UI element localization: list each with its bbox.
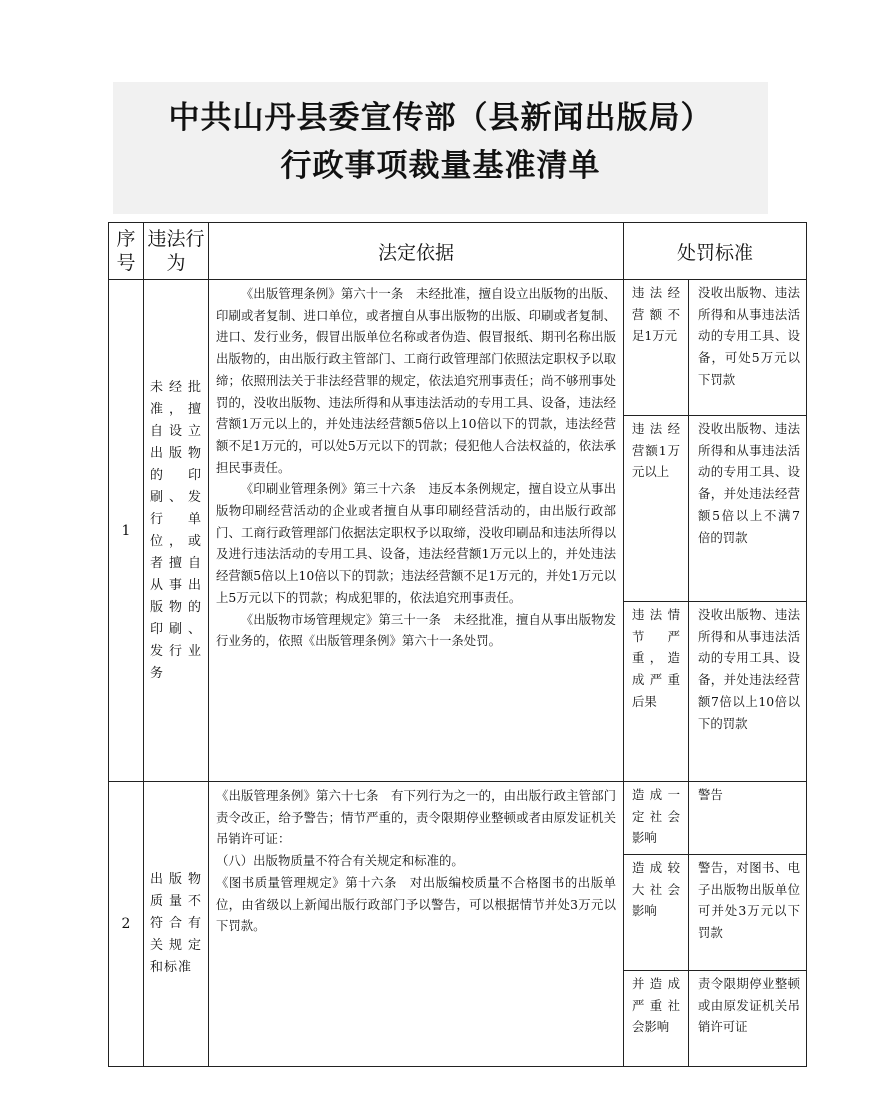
penalty-standard: 警告，对图书、电子出版物出版单位可并处3万元以下罚款 bbox=[689, 855, 807, 971]
table-header-row bbox=[109, 223, 807, 280]
legal-basis-cell bbox=[209, 280, 624, 782]
legal-basis-paragraph: 《出版管理条例》第六十七条 有下列行为之一的，由出版行政主管部门责令改正，给予警告；情节严重的，责令限期停业整顿或者由原发证机关吊销许可证： bbox=[216, 788, 616, 847]
penalty-condition: 造成较大社会影响 bbox=[624, 855, 689, 971]
header-violation: 违法行为 bbox=[144, 223, 209, 280]
header-index: 序号 bbox=[109, 223, 144, 280]
penalty-standard: 警告 bbox=[689, 782, 807, 855]
legal-basis-paragraph: 《出版管理条例》第六十一条 未经批准，擅自设立出版物的出版、印刷或者复制、进口单位，或者擅自从事出版物的出版、印刷或者复制、进口、发行业务，假冒出版单位名称或者伪造、假冒报纸、期刊名称出版出版物的，由出版行政主管部门、工商行政管理部门依照法定职权予以取缔；依照刑法关于非法经营罪的规定，依法追究刑事责任；尚不够刑事处罚的，没收出版物、违法所得和从事违法活动的专用工具、设备，违法经营额1万元以上的，并处违法经营额5倍以上10倍以下的罚款，违法经营额不足1万元的，可以处5万元以下的罚款；侵犯他人合法权益的，依法承担民事责任。 bbox=[216, 286, 616, 475]
penalty-condition: 违法情节严重，造成严重后果 bbox=[624, 602, 689, 782]
legal-basis-paragraph: 《图书质量管理规定》第十六条 对出版编校质量不合格图书的出版单位，由省级以上新闻出版行政部门予以警告，可以根据情节并处3万元以下罚款。 bbox=[216, 874, 616, 934]
legal-basis-cell bbox=[209, 782, 624, 1067]
document-title-line-1: 中共山丹县委宣传部（县新闻出版局） bbox=[168, 100, 713, 136]
legal-basis-paragraph: （八）出版物质量不符合有关规定和标准的。 bbox=[216, 853, 464, 869]
penalty-condition: 造成一定社会影响 bbox=[624, 782, 689, 855]
penalty-condition: 并造成严重社会影响 bbox=[624, 971, 689, 1067]
document-title-line-2: 行政事项裁量基准清单 bbox=[280, 148, 601, 184]
penalty-standard: 没收出版物、违法所得和从事违法活动的专用工具、设备，并处违法经营额7倍以上10倍以下的罚款 bbox=[689, 602, 807, 782]
legal-basis-paragraph: 《印刷业管理条例》第三十六条 违反本条例规定，擅自设立从事出版物印刷经营活动的企业或者擅自从事印刷经营活动的，由出版行政部门、工商行政管理部门依据法定职权予以取缔，没收印刷品和违法所得以及进行违法活动的专用工具、设备，违法经营额1万元以上的，并处违法经营额5倍以上10倍以下的罚款；违法经营额不足1万元的，并处1万元以上5万元以下的罚款；构成犯罪的，依法追究刑事责任。 bbox=[216, 481, 616, 605]
violation-cell: 出版物质量不符合有关规定和标准 bbox=[144, 782, 209, 1067]
table-row bbox=[109, 782, 807, 855]
legal-basis-paragraph: 《出版物市场管理规定》第三十一条 未经批准，擅自从事出版物发行业务的，依照《出版管理条例》第六十一条处罚。 bbox=[216, 611, 616, 649]
penalty-standard: 没收出版物、违法所得和从事违法活动的专用工具、设备，并处违法经营额5倍以上不满7倍的罚款 bbox=[689, 416, 807, 602]
table-row bbox=[109, 280, 807, 416]
penalty-condition: 违法经营额1万元以上 bbox=[624, 416, 689, 602]
row-index: 2 bbox=[109, 782, 144, 1067]
header-penalty-standard: 处罚标准 bbox=[624, 223, 807, 280]
header-legal-basis: 法定依据 bbox=[209, 223, 624, 280]
violation-cell: 未经批准，擅自设立出版物的印刷、发行单位，或者擅自从事出版物的印刷、发行业务 bbox=[144, 280, 209, 782]
row-index: 1 bbox=[109, 280, 144, 782]
penalty-condition: 违法经营额不足1万元 bbox=[624, 280, 689, 416]
title-area bbox=[113, 82, 768, 214]
penalty-standard: 没收出版物、违法所得和从事违法活动的专用工具、设备，可处5万元以下罚款 bbox=[689, 280, 807, 416]
penalty-standard: 责令限期停业整顿或由原发证机关吊销许可证 bbox=[689, 971, 807, 1067]
criteria-table bbox=[108, 222, 807, 1067]
